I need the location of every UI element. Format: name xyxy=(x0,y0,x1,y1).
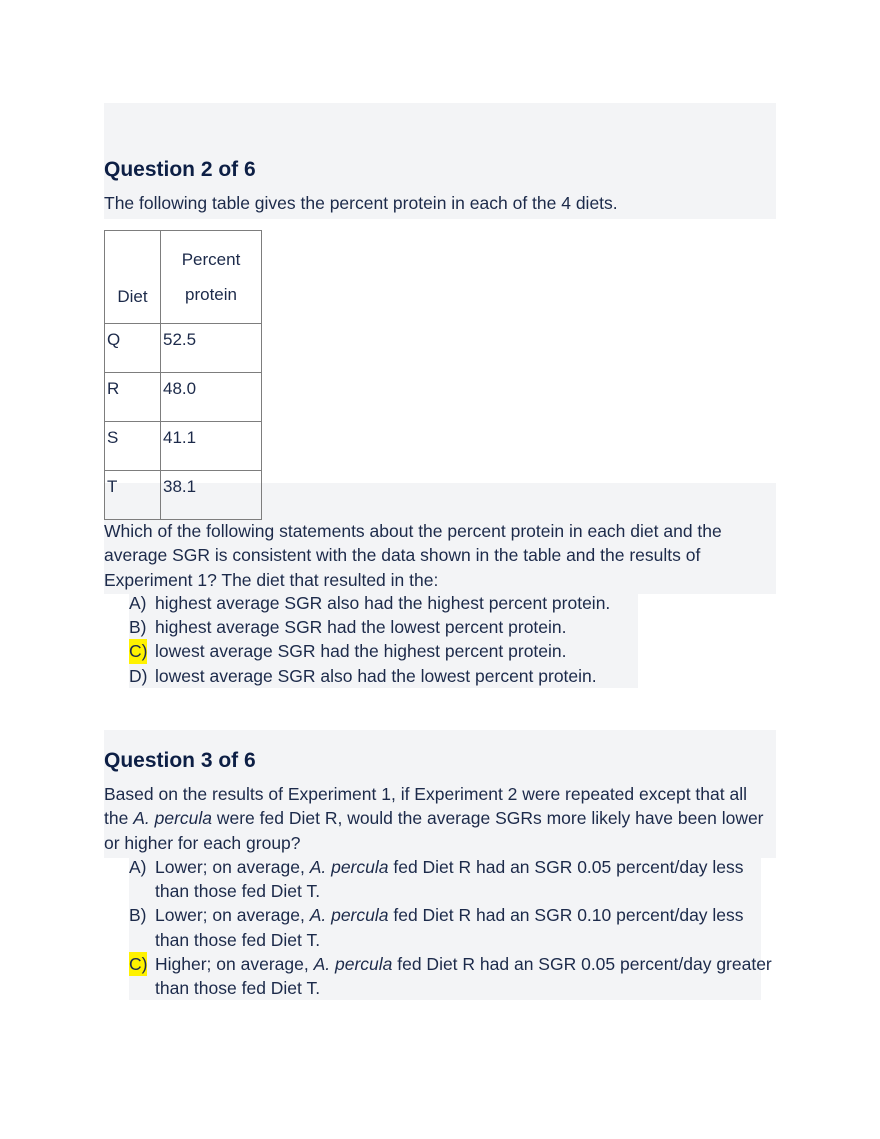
question-2-title: Question 2 of 6 xyxy=(104,158,256,181)
option-letter: D) xyxy=(129,665,148,686)
question-3-title: Question 3 of 6 xyxy=(104,749,256,772)
option-text: lowest average SGR also had the lowest percent protein. xyxy=(155,665,597,686)
question-2-stem: Which of the following statements about the percent protein in each diet and the average SGR is consistent with the data shown in the table and the results of Experiment 1? The diet that resulted in the: xyxy=(104,521,722,590)
species-name: A. percula xyxy=(309,905,389,926)
protein-table xyxy=(104,230,262,520)
option-text: highest average SGR also had the highest percent protein. xyxy=(155,593,611,613)
species-name: A. percula xyxy=(313,953,393,974)
question-3-options xyxy=(129,855,779,1000)
option-letter: A) xyxy=(129,857,147,877)
option-text: highest average SGR had the lowest percent protein. xyxy=(155,617,567,638)
table-row xyxy=(105,373,262,422)
question-2-options xyxy=(129,591,779,688)
header-diet: Diet xyxy=(105,231,161,324)
option-suffix: fed Diet R had an SGR 0.10 percent/day less than those fed Diet T. xyxy=(155,905,744,950)
question-3-option-b[interactable] xyxy=(129,903,779,951)
header-protein: protein xyxy=(185,285,237,304)
option-letter: B) xyxy=(129,905,147,926)
question-2-option-c[interactable] xyxy=(129,639,779,663)
question-3-option-a[interactable] xyxy=(129,855,779,903)
question-2-intro: The following table gives the percent protein in each of the 4 diets. xyxy=(104,193,618,213)
diet-cell: S xyxy=(105,422,161,471)
protein-cell: 38.1 xyxy=(161,471,262,520)
diet-cell: R xyxy=(105,373,161,422)
option-letter-highlighted: C) xyxy=(129,639,147,663)
stem-text: Based on the results of Experiment 1, if Experiment 2 were repeated except that all the xyxy=(104,784,747,829)
table-row xyxy=(105,324,262,373)
question-2-option-d[interactable] xyxy=(129,664,779,688)
table-row xyxy=(105,471,262,520)
diet-cell: T xyxy=(105,471,161,520)
option-suffix: fed Diet R had an SGR 0.05 percent/day less than those fed Diet T. xyxy=(155,857,744,902)
protein-cell: 48.0 xyxy=(161,373,262,422)
table-row xyxy=(105,422,262,471)
protein-cell: 52.5 xyxy=(161,324,262,373)
diet-cell: Q xyxy=(105,324,161,373)
species-name: A. percula xyxy=(309,857,389,877)
option-prefix: Higher; on average, xyxy=(155,953,314,974)
option-prefix: Lower; on average, xyxy=(155,905,310,926)
protein-table-header-row xyxy=(105,231,262,324)
option-letter: A) xyxy=(129,593,147,613)
option-suffix: fed Diet R had an SGR 0.05 percent/day greater than those fed Diet T. xyxy=(155,953,772,999)
stem-text: were fed Diet R, would the average SGRs more likely have been lower or higher for each group? xyxy=(104,808,764,853)
species-name: A. percula xyxy=(133,808,212,829)
option-prefix: Lower; on average, xyxy=(155,857,310,877)
header-percent: Percent xyxy=(181,250,241,269)
question-3-option-c[interactable] xyxy=(129,952,779,1000)
question-2-option-b[interactable] xyxy=(129,615,779,639)
protein-cell: 41.1 xyxy=(161,422,262,471)
option-letter-highlighted: C) xyxy=(129,952,147,976)
option-letter: B) xyxy=(129,617,147,638)
header-percent-protein xyxy=(161,231,262,324)
question-3-stem xyxy=(104,782,764,855)
option-text: lowest average SGR had the highest percent protein. xyxy=(155,641,567,662)
question-2-option-a[interactable] xyxy=(129,591,779,615)
